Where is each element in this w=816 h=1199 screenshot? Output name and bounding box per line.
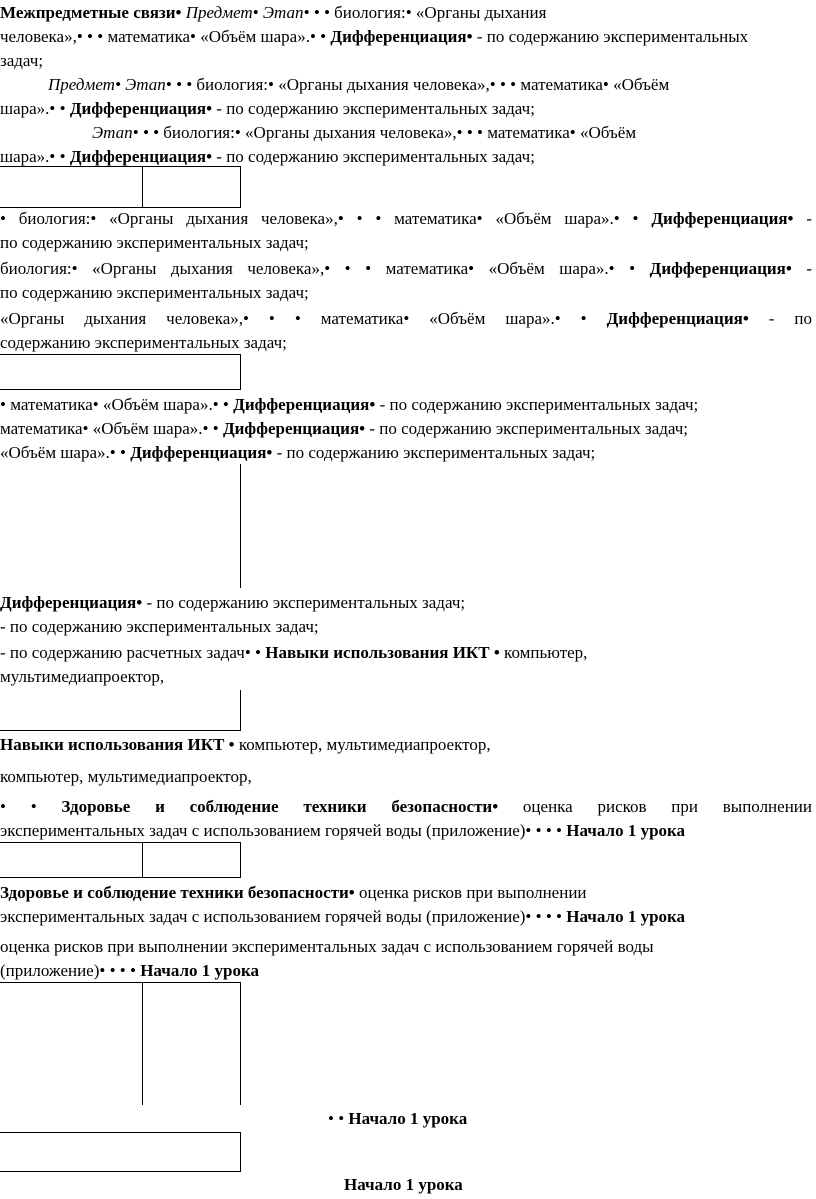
- text-run: - по содержанию экспериментальных: [472, 27, 749, 46]
- text-line: [0, 592, 812, 614]
- text-run: Дифференциация•: [130, 443, 273, 462]
- text-line: [0, 936, 812, 958]
- text-line: [0, 232, 812, 254]
- text-line: [0, 282, 812, 304]
- text-run: биология:• «Органы дыхания: [329, 3, 547, 22]
- text-line: [0, 766, 812, 788]
- text-line: [0, 666, 812, 688]
- text-run: Дифференциация•: [330, 27, 473, 46]
- text-run: экспериментальных задач с использованием горячей воды (приложение)• • • •: [0, 907, 567, 926]
- text-run: Межпредметные связи•: [0, 3, 186, 22]
- text-run: Дифференциация•: [69, 147, 213, 166]
- table-cell-fragment: [142, 166, 241, 208]
- text-run: биология:• «Органы дыхания человека»,• • • математика• «Объём: [158, 123, 637, 142]
- text-run: Дифференциация•: [606, 309, 749, 328]
- text-run: Навыки использования ИКТ •: [265, 643, 500, 662]
- text-line: [0, 2, 812, 24]
- text-run: Дифференциация•: [69, 99, 213, 118]
- text-run: Начало 1 урока: [140, 961, 260, 980]
- text-line: [0, 616, 812, 638]
- text-run: по содержанию экспериментальных задач;: [0, 233, 309, 252]
- text-run: оценка рисков при выполнении: [354, 883, 587, 902]
- text-line: [0, 26, 812, 48]
- text-run: - по содержанию экспериментальных задач;: [142, 593, 466, 612]
- text-line: [92, 122, 812, 144]
- text-run: оценка рисков при выполнении: [498, 797, 812, 816]
- text-line: [0, 98, 812, 120]
- table-cell-fragment: [0, 690, 241, 731]
- text-run: (приложение)• • • •: [0, 961, 141, 980]
- table-cell-fragment: [142, 982, 241, 1105]
- table-cell-fragment: [0, 842, 143, 878]
- text-run: - по содержанию экспериментальных задач;: [212, 147, 535, 166]
- text-run: математика• «Объём шара».• •: [0, 419, 223, 438]
- text-run: «Органы дыхания человека»,• • • математика• «Объём шара».• •: [0, 309, 607, 328]
- text-line: [0, 906, 812, 928]
- text-run: человека»,• • • математика• «Объём шара».• •: [0, 27, 331, 46]
- text-line: [48, 74, 812, 96]
- text-line: [0, 882, 812, 904]
- text-line: [0, 50, 812, 72]
- text-run: Дифференциация•: [233, 395, 376, 414]
- text-run: Дифференциация•: [649, 259, 792, 278]
- text-line: [0, 146, 812, 168]
- text-run: биология:• «Органы дыхания человека»,• • • математика• «Объём: [192, 75, 670, 94]
- table-cell-fragment: [0, 166, 143, 208]
- text-run: задач;: [0, 51, 44, 70]
- text-run: - по содержанию экспериментальных задач;: [272, 443, 596, 462]
- text-run: Навыки использования ИКТ •: [0, 735, 235, 754]
- text-run: Этап• • •: [92, 123, 159, 142]
- text-run: «Объём шара».• •: [0, 443, 131, 462]
- text-run: • математика• «Объём шара».• •: [0, 395, 234, 414]
- text-line: [0, 308, 812, 330]
- text-run: - по содержанию экспериментальных задач;: [375, 395, 699, 414]
- text-run: -: [793, 209, 812, 228]
- text-run: - по содержанию экспериментальных задач;: [365, 419, 689, 438]
- text-run: Начало 1 урока: [348, 1109, 468, 1128]
- text-line: [344, 1174, 812, 1196]
- text-run: шара».• •: [0, 99, 70, 118]
- text-run: компьютер, мультимедиапроектор,: [234, 735, 491, 754]
- text-run: шара».• •: [0, 147, 70, 166]
- text-line: [0, 734, 812, 756]
- text-line: [0, 418, 812, 440]
- text-run: Предмет• Этап• • •: [185, 3, 330, 22]
- text-run: Начало 1 урока: [344, 1175, 463, 1194]
- text-run: компьютер,: [499, 643, 588, 662]
- text-run: -: [791, 259, 812, 278]
- text-line: [0, 642, 812, 664]
- text-run: оценка рисков при выполнении экспериментальных задач с использованием горячей воды: [0, 937, 654, 956]
- text-run: Здоровье и соблюдение техники безопасности•: [0, 883, 355, 902]
- table-cell-fragment: [0, 354, 241, 390]
- text-line: [0, 796, 812, 818]
- text-run: Дифференциация•: [0, 593, 143, 612]
- text-run: компьютер, мультимедиапроектор,: [0, 767, 252, 786]
- text-run: экспериментальных задач с использованием горячей воды (приложение)• • • •: [0, 821, 567, 840]
- text-run: Начало 1 урока: [566, 907, 686, 926]
- text-line: [0, 208, 812, 230]
- text-line: [0, 394, 812, 416]
- text-run: Дифференциация•: [222, 419, 366, 438]
- text-line: [0, 820, 812, 842]
- text-run: мультимедиапроектор,: [0, 667, 165, 686]
- text-run: - по содержанию расчетных задач• •: [0, 643, 266, 662]
- text-run: Начало 1 урока: [566, 821, 686, 840]
- text-line: [328, 1108, 812, 1130]
- table-cell-fragment: [0, 982, 143, 1105]
- table-cell-fragment: [0, 1132, 241, 1172]
- text-run: • биология:• «Органы дыхания человека»,• • • математика• «Объём шара».• •: [0, 209, 652, 228]
- text-run: Здоровье и соблюдение техники безопасности•: [61, 797, 499, 816]
- text-run: содержанию экспериментальных задач;: [0, 333, 287, 352]
- text-line: [0, 442, 812, 464]
- text-line: [0, 332, 812, 354]
- text-run: - по: [748, 309, 812, 328]
- text-run: • •: [0, 797, 62, 816]
- table-cell-fragment: [0, 464, 241, 588]
- text-run: Предмет• Этап• • •: [48, 75, 193, 94]
- text-run: биология:• «Органы дыхания человека»,• • • математика• «Объём шара».• •: [0, 259, 650, 278]
- text-run: - по содержанию экспериментальных задач;: [0, 617, 319, 636]
- table-cell-fragment: [142, 842, 241, 878]
- text-run: по содержанию экспериментальных задач;: [0, 283, 309, 302]
- text-run: Дифференциация•: [651, 209, 794, 228]
- text-run: • •: [328, 1109, 349, 1128]
- text-line: [0, 258, 812, 280]
- text-run: - по содержанию экспериментальных задач;: [212, 99, 535, 118]
- text-line: [0, 960, 812, 982]
